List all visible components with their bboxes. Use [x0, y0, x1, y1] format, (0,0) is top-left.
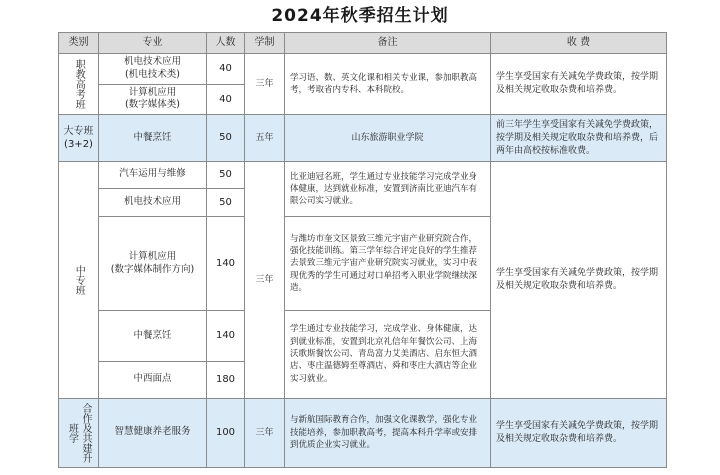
table-header-row: [59, 33, 667, 54]
major-cell: 计算机应用 (数字媒体类): [99, 84, 207, 115]
duration-cell: 三年: [245, 162, 285, 399]
count-cell: 140: [207, 310, 245, 361]
count-cell: 40: [207, 54, 245, 85]
category-cell: [59, 54, 99, 115]
count-cell: 50: [207, 188, 245, 217]
header-category: 类别: [59, 33, 99, 54]
remarks-cell: 与新航国际教育合作，加强文化课教学，强化专业技能培养，参加职教高考，提高本科升学率或安排到优质企业实习就业。: [285, 398, 491, 467]
header-major: 专业: [99, 33, 207, 54]
major-cell: 汽车运用与维修: [99, 162, 207, 189]
duration-cell: 三年: [245, 398, 285, 467]
fees-cell: 学生享受国家有关减免学费政策，按学期及相关规定收取杂费和培养费。: [491, 162, 667, 399]
count-cell: 50: [207, 115, 245, 162]
header-duration: 学制: [245, 33, 285, 54]
major-cell: 机电技术应用: [99, 188, 207, 217]
duration-cell: 五年: [245, 115, 285, 162]
count-cell: 180: [207, 361, 245, 398]
page-title: 2024年秋季招生计划: [271, 6, 449, 26]
category-cell: [59, 398, 99, 467]
fees-cell: 学生享受国家有关减免学费政策，按学期及相关规定收取杂费和培养费。: [491, 54, 667, 115]
fees-cell: 前三年学生享受国家有关减免学费政策，按学期及相关规定收取杂费和培养费，后两年由高校按标准收费。: [491, 115, 667, 162]
table-row: [59, 162, 667, 189]
count-cell: 50: [207, 162, 245, 189]
category-label: 合作及共建升班学: [66, 402, 91, 463]
remarks-cell: 学生通过专业技能学习，完成学业、身体健康，达到就业标准，安置到北京礼信年年餐饮公司、上海沃歌斯餐饮公司、青岛富力艾美酒店、启东恒大酒店、枣庄温德姆至尊酒店、舜和枣庄大酒店等企业实习就业。: [285, 310, 491, 398]
category-cell: [59, 162, 99, 399]
count-cell: 100: [207, 398, 245, 467]
remarks-cell: 山东旅游职业学院: [285, 115, 491, 162]
enrollment-plan-table: [58, 32, 667, 468]
major-cell: 机电技术应用 (机电技术类): [99, 54, 207, 85]
remarks-cell: 比亚迪冠名班，学生通过专业技能学习完成学业身体健康，达到就业标准，安置到济南比亚迪汽车有限公司实习就业。: [285, 162, 491, 217]
category-label: 大专班 (3+2): [59, 115, 99, 162]
duration-cell: 三年: [245, 54, 285, 115]
major-cell: 智慧健康养老服务: [99, 398, 207, 467]
count-cell: 140: [207, 217, 245, 311]
table-row: [59, 398, 667, 467]
major-cell: 计算机应用 (数字媒体制作方向): [99, 217, 207, 311]
header-count: 人数: [207, 33, 245, 54]
remarks-cell: 学习语、数、英文化课和相关专业课，参加职教高考，考取省内专科、本科院校。: [285, 54, 491, 115]
header-fees: 收 费: [491, 33, 667, 54]
header-remarks: 备注: [285, 33, 491, 54]
fees-cell: 学生享受国家有关减免学费政策，按学期及相关规定收取杂费和培养费。: [491, 398, 667, 467]
remarks-cell: 与潍坊市奎文区景致三维元宇宙产业研究院合作，强化技能训练。第三学年综合评定良好的学生推荐去景致三维元宇宙产业研究院实习就业，实习中表现优秀的学生可通过对口单招考入职业学院继续深造。: [285, 217, 491, 311]
major-cell: 中餐烹饪: [99, 310, 207, 361]
category-label: 职教高考班: [73, 59, 85, 110]
count-cell: 40: [207, 84, 245, 115]
category-label: 中专班: [73, 264, 85, 295]
major-cell: 中餐烹饪: [99, 115, 207, 162]
table-row: [59, 54, 667, 85]
table-row: [59, 115, 667, 162]
major-cell: 中西面点: [99, 361, 207, 398]
